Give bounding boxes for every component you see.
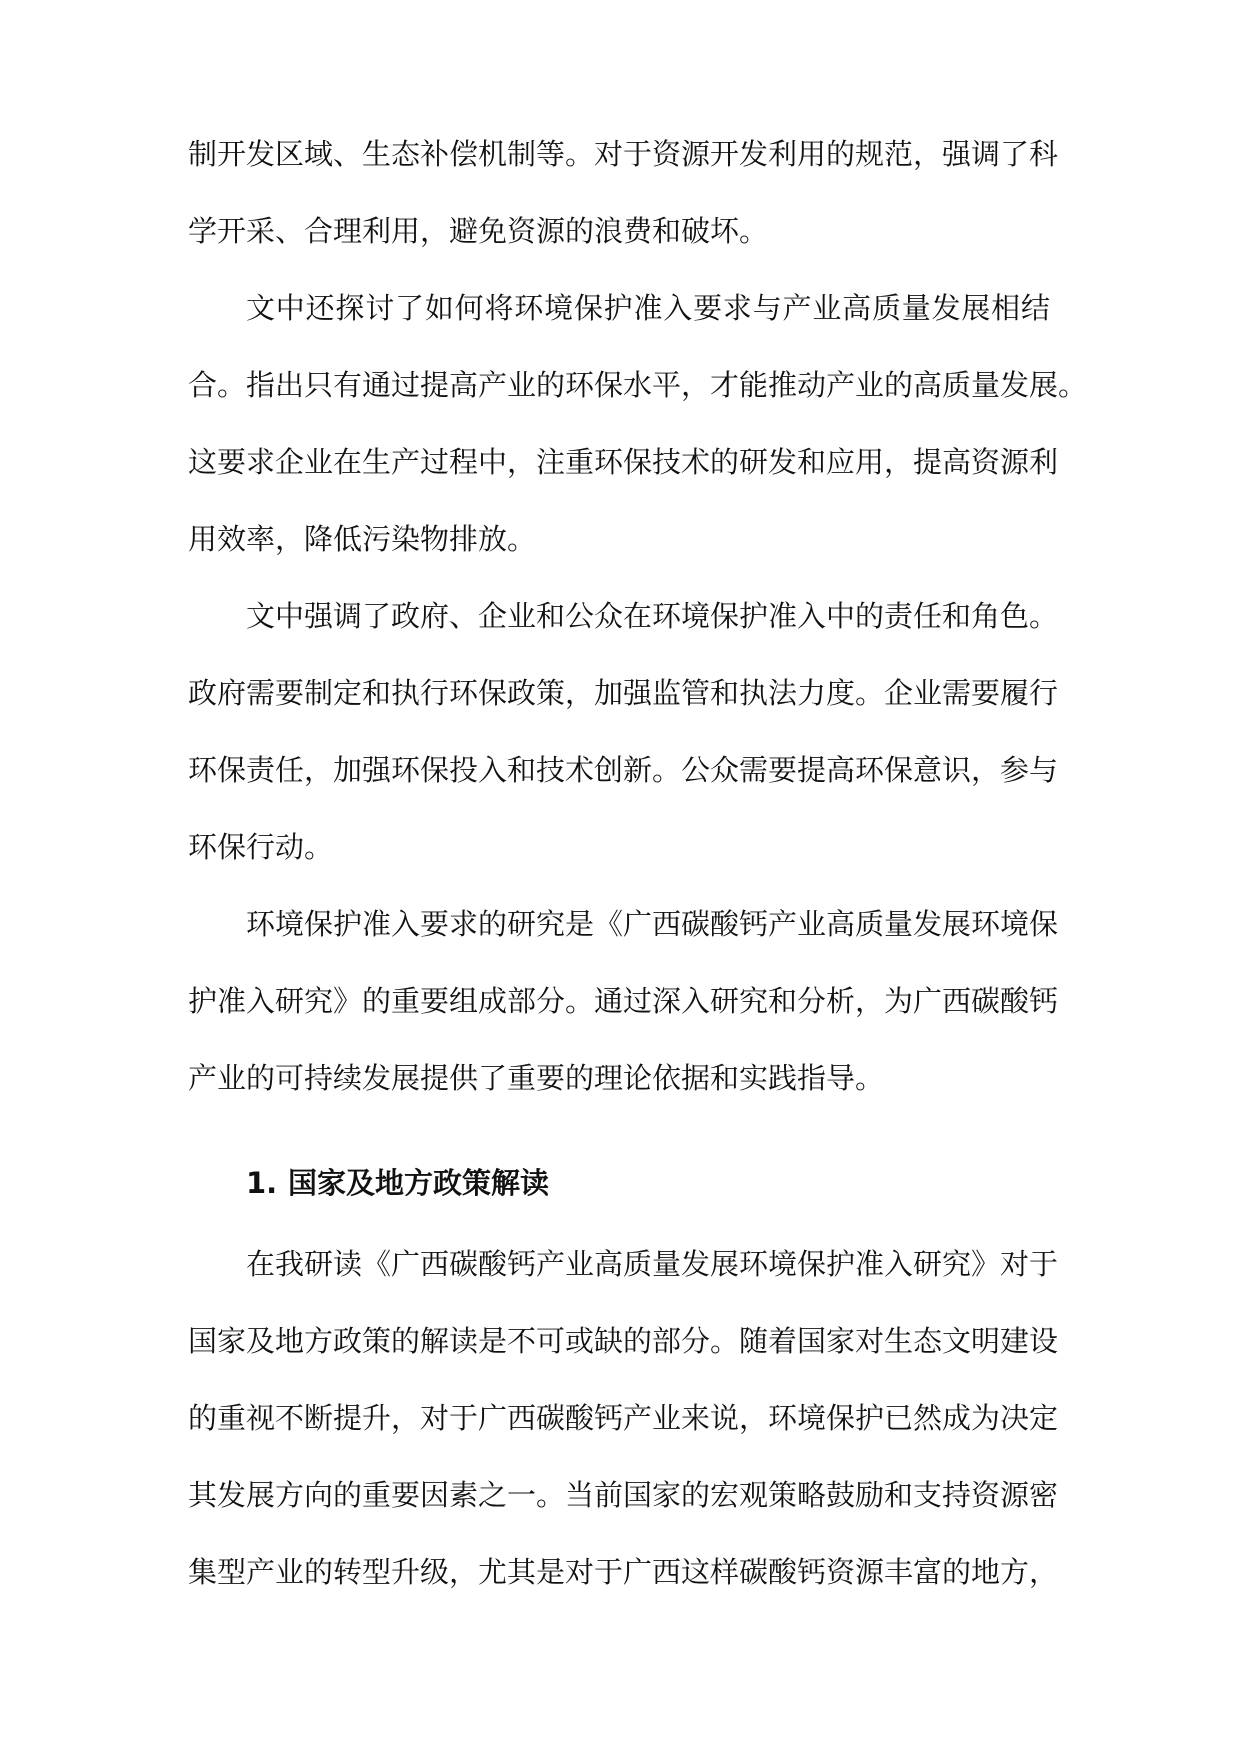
paragraph-line: 学开采、合理利用，避免资源的浪费和破坏。 xyxy=(188,214,769,248)
paragraph-line: 政府需要制定和执行环保政策，加强监管和执法力度。企业需要履行 xyxy=(188,676,1059,710)
paragraph-line: 合。指出只有通过提高产业的环保水平，才能推动产业的高质量发展。 xyxy=(188,368,1088,402)
paragraph-line: 环境保护准入要求的研究是《广西碳酸钙产业高质量发展环境保 xyxy=(246,907,1059,941)
paragraph-line: 在我研读《广西碳酸钙产业高质量发展环境保护准入研究》对于 xyxy=(246,1247,1059,1281)
paragraph-line: 这要求企业在生产过程中，注重环保技术的研发和应用，提高资源利 xyxy=(188,445,1059,479)
paragraph-line: 其发展方向的重要因素之一。当前国家的宏观策略鼓励和支持资源密 xyxy=(188,1478,1059,1512)
paragraph-line: 制开发区域、生态补偿机制等。对于资源开发利用的规范，强调了科 xyxy=(188,137,1059,171)
paragraph-line: 集型产业的转型升级，尤其是对于广西这样碳酸钙资源丰富的地方， xyxy=(188,1555,1059,1589)
paragraph-line: 环保行动。 xyxy=(188,830,334,864)
paragraph-line: 用效率，降低污染物排放。 xyxy=(188,522,537,556)
paragraph-line: 护准入研究》的重要组成部分。通过深入研究和分析，为广西碳酸钙 xyxy=(188,984,1059,1018)
paragraph-line: 环保责任，加强环保投入和技术创新。公众需要提高环保意识，参与 xyxy=(188,753,1059,787)
section-title: 国家及地方政策解读 xyxy=(288,1166,550,1200)
paragraph-line: 文中还探讨了如何将环境保护准入要求与产业高质量发展相结 xyxy=(246,291,1050,325)
paragraph-line: 国家及地方政策的解读是不可或缺的部分。随着国家对生态文明建设 xyxy=(188,1324,1059,1358)
paragraph-line: 的重视不断提升，对于广西碳酸钙产业来说，环境保护已然成为决定 xyxy=(188,1401,1059,1435)
section-heading xyxy=(246,1161,549,1205)
paragraph-line: 产业的可持续发展提供了重要的理论依据和实践指导。 xyxy=(188,1061,885,1095)
paragraph-line: 文中强调了政府、企业和公众在环境保护准入中的责任和角色。 xyxy=(246,599,1059,633)
section-number: 1. xyxy=(246,1166,278,1200)
